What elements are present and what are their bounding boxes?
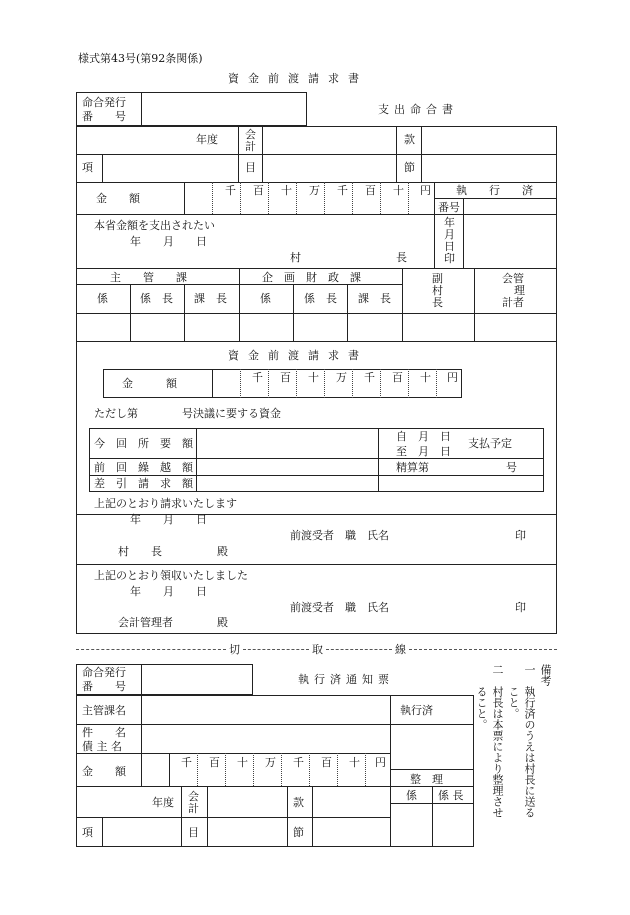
resolution-text: ただし第 号決議に要する資金 [94,407,281,420]
remarks-heading: 備考 [539,664,552,686]
digit-label: 万 [336,371,347,384]
request-statement-date: 年 月 日 [130,513,207,526]
request-statement: 上記のとおり請求いたします [94,497,237,510]
dept-finance-label: 企 画 財 政 課 [262,271,361,284]
payment-order-title: 支出命合書 [378,103,458,116]
digit-label: 百 [253,184,264,197]
ymd-stamp: 月 [444,228,455,241]
vice-mayor-label: 長 [432,296,443,309]
subject-label: 件 名 [82,726,126,739]
village-label: 村 [290,251,301,264]
cut-line-char: 切 [229,643,240,656]
carryover-label: 前 回 繰 越 額 [94,461,193,474]
receipt-statement-date: 年 月 日 [130,585,207,598]
seal-label: 印 [515,601,526,614]
ymd-stamp: 印 [444,252,455,265]
seal-label: 印 [515,529,526,542]
digit-label: 円 [447,371,458,384]
digit-label: 十 [281,184,292,197]
digit-label: 十 [393,184,404,197]
digit-label: 百 [365,184,376,197]
addressee-mayor: 村 長 殿 [118,545,228,558]
from-date-label: 自 月 日 [396,430,451,443]
digit-label: 千 [293,756,304,769]
notice-order-number-label: 命合発行 [82,666,126,679]
remarks-line: ること。 [475,664,488,730]
kou-label: 項 [82,161,93,174]
digit-label: 十 [349,756,360,769]
kan-label: 款 [404,133,415,146]
request-text: 本省金額を支出されたい [94,219,215,232]
digit-label: 千 [181,756,192,769]
digit-label: 万 [309,184,320,197]
dept-name-label: 主管課名 [82,704,126,717]
notice-main-frame [76,695,474,847]
accounting-label: 会管 [502,272,524,285]
kaikei-label-2: 計 [245,140,256,153]
clerk-label: 係 [406,789,417,802]
nendo-label: 年度 [196,133,218,146]
digit-label: 千 [252,371,263,384]
digit-label: 円 [375,756,386,769]
request-title: 資金前渡請求書 [228,349,368,362]
amount-label: 金 額 [96,192,140,205]
creditor-label: 債 主 名 [82,740,122,753]
remarks-line: こと。 [507,664,520,719]
to-date-label: 至 月 日 [396,445,451,458]
required-amount-label: 今 回 所 要 額 [94,437,193,450]
notice-title: 執行済通知票 [298,673,394,686]
vice-mayor-label: 副 [432,272,443,285]
clerk-chief-label: 係 長 [438,789,464,802]
arrange-label: 整 理 [410,773,443,786]
digit-label: 百 [321,756,332,769]
number-label: 番号 [438,201,460,214]
digit-label: 千 [225,184,236,197]
notice-nendo-label: 年度 [152,796,174,809]
digit-label: 十 [308,371,319,384]
cut-line-char: 線 [395,643,406,656]
kaikei-label-1: 会 [245,128,256,141]
cut-line-char: 取 [312,643,323,656]
approval-col: 係 長 [140,292,173,305]
vice-mayor-label: 村 [432,284,443,297]
ymd-stamp: 日 [444,240,455,253]
notice-moku-label: 目 [188,826,199,839]
digit-label: 十 [237,756,248,769]
approval-col: 課 長 [194,292,227,305]
digit-label: 千 [337,184,348,197]
accounting-label: 計者 [502,296,524,309]
order-number-label-2: 番 号 [82,110,126,123]
notice-kan-label: 款 [293,796,304,809]
payment-plan-label: 支払予定 [468,437,512,450]
request-amount-label: 金 額 [122,377,177,390]
approval-col: 係 長 [304,292,337,305]
notice-order-number-label: 番 号 [82,680,126,693]
settlement-label: 精算第 [396,461,429,474]
chief-label: 長 [396,251,407,264]
receipt-statement: 上記のとおり領収いたしました [94,569,248,582]
request-balance-label: 差 引 請 求 額 [94,477,193,490]
dept-main-label: 主 管 課 [110,271,187,284]
accounting-label: 理 [514,284,525,297]
remarks-line: 一 執行済のうえは村長に送る [523,664,536,818]
receiver-label: 前渡受者 職 氏名 [290,529,389,542]
digit-label: 十 [420,371,431,384]
moku-label: 目 [245,161,256,174]
executed-label: 執行済 [400,704,433,717]
notice-kou-label: 項 [82,826,93,839]
notice-setsu-label: 節 [293,826,304,839]
digit-label: 円 [420,184,431,197]
digit-label: 千 [364,371,375,384]
receiver-label: 前渡受者 職 氏名 [290,601,389,614]
setsu-label: 節 [404,161,415,174]
request-date: 年 月 日 [130,235,207,248]
remarks-line: 二 村長は本票により整理させ [491,664,504,818]
notice-amount-label: 金 額 [82,765,126,778]
digit-label: 百 [209,756,220,769]
ymd-stamp: 年 [444,216,455,229]
approval-col: 課 長 [358,292,391,305]
approval-col: 係 [97,292,108,305]
notice-kaikei-label: 会 [188,790,199,803]
digit-label: 万 [265,756,276,769]
digit-label: 百 [392,371,403,384]
addressee-accounting: 会計管理者 殿 [118,616,228,629]
digit-label: 百 [280,371,291,384]
notice-kaikei-label: 計 [188,802,199,815]
approval-col: 係 [260,292,271,305]
order-number-label-1: 命合発行 [82,96,126,109]
executed-label: 執 行 済 [456,184,533,197]
form-number: 様式第43号(第92条関係) [78,52,203,65]
document-title: 資金前渡請求書 [228,72,368,85]
settlement-number-label: 号 [506,461,517,474]
